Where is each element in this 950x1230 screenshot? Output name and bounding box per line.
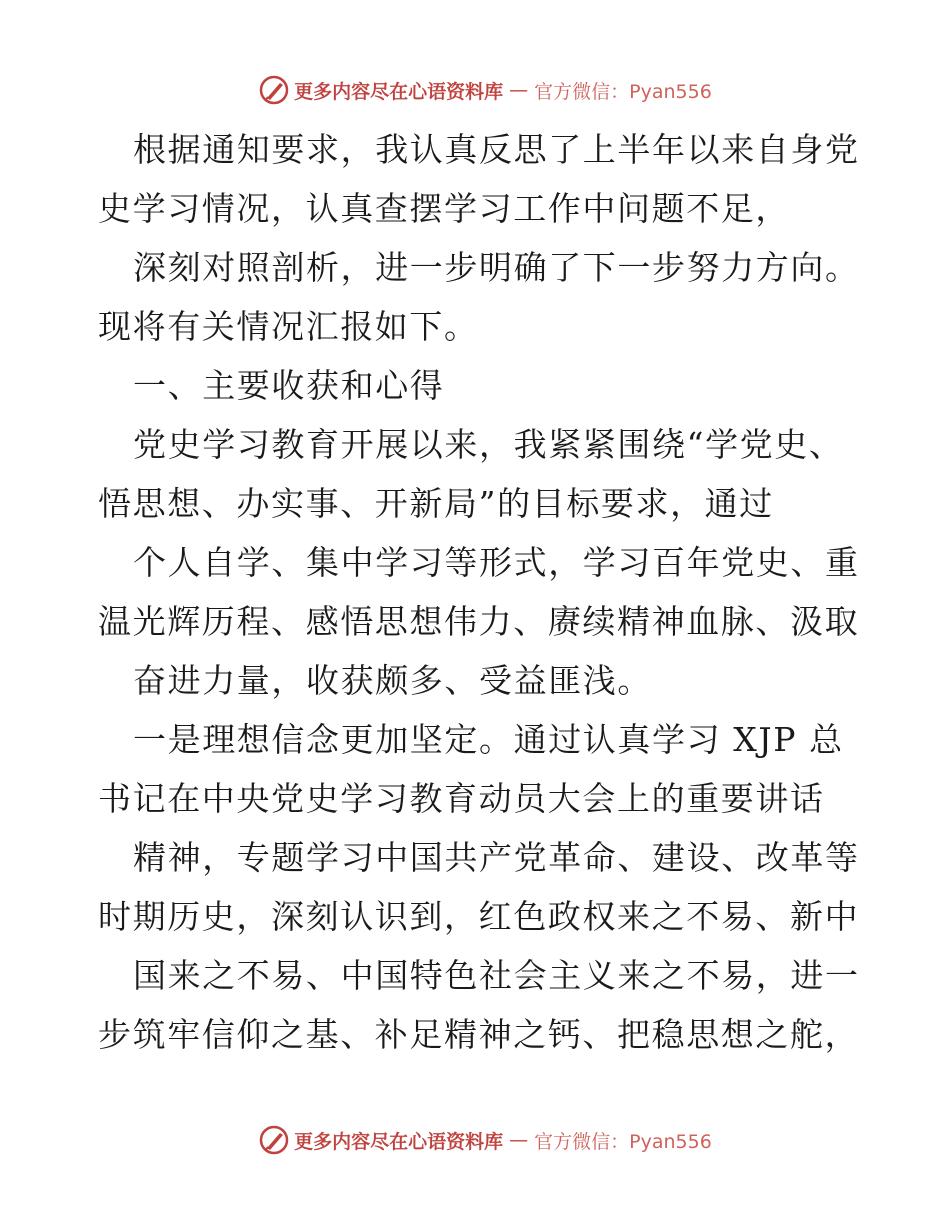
- text-line: 根据通知要求，我认真反思了上半年以来自身党: [133, 130, 860, 169]
- header-wechat-text: 官方微信：Pyan556: [534, 80, 712, 103]
- text-line: 悟思想、办实事、开新局”的目标要求，通过: [98, 484, 774, 523]
- footer-dash: —: [509, 1129, 529, 1151]
- text-line: 个人自学、集中学习等形式，学习百年党史、重: [133, 543, 860, 582]
- footer-banner-inner: [258, 1124, 712, 1156]
- footer-wechat-text: 官方微信：Pyan556: [534, 1130, 712, 1153]
- footer-brand-text: 更多内容尽在心语资料库: [294, 1130, 504, 1153]
- quill-logo-icon: [258, 74, 290, 106]
- header-brand-text: 更多内容尽在心语资料库: [294, 80, 504, 103]
- text-line: 一是理想信念更加坚定。通过认真学习 XJP 总: [133, 720, 844, 759]
- quill-logo-icon: [258, 1124, 290, 1156]
- text-line: 深刻对照剖析，进一步明确了下一步努力方向。: [133, 248, 860, 287]
- text-line: 温光辉历程、感悟思想伟力、赓续精神血脉、汲取: [98, 602, 860, 641]
- text-line: 党史学习教育开展以来，我紧紧围绕“学党史、: [133, 425, 844, 464]
- text-line: 国来之不易、中国特色社会主义来之不易，进一: [133, 956, 860, 995]
- header-dash: —: [509, 79, 529, 101]
- text-line: 时期历史，深刻认识到，红色政权来之不易、新中: [98, 897, 860, 936]
- section-heading: 一、主要收获和心得: [133, 366, 445, 405]
- text-line: 奋进力量，收获颇多、受益匪浅。: [133, 661, 652, 700]
- footer-banner: [0, 1120, 950, 1160]
- document-body: [98, 120, 858, 1064]
- text-line: 步筑牢信仰之基、补足精神之钙、把稳思想之舵，: [98, 1015, 860, 1054]
- text-line: 史学习情况，认真查摆学习工作中问题不足，: [98, 189, 790, 228]
- text-line: 书记在中央党史学习教育动员大会上的重要讲话: [98, 779, 825, 818]
- text-line: 现将有关情况汇报如下。: [98, 307, 479, 346]
- header-banner: [0, 70, 950, 110]
- text-line: 精神，专题学习中国共产党革命、建设、改革等: [133, 838, 860, 877]
- header-banner-inner: [258, 74, 712, 106]
